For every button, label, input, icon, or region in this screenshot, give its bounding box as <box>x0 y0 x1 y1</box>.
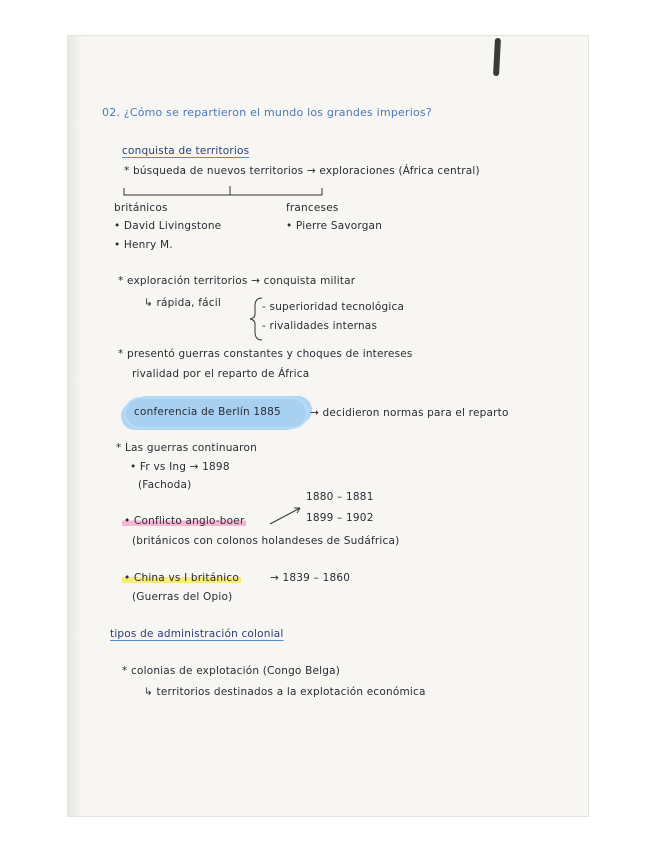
frances-item: • Pierre Savorgan <box>286 220 383 232</box>
exploracion-line: * exploración territorios → conquista militar <box>118 275 356 287</box>
berlin-conference: conferencia de Berlín 1885 <box>134 406 281 418</box>
conflicto-anglo-boer: • Conflicto anglo-boer <box>124 515 245 527</box>
china-dates: → 1839 – 1860 <box>270 572 351 584</box>
berlin-result: → decidieron normas para el reparto <box>310 407 509 419</box>
presento-line: * presentó guerras constantes y choques de intereses <box>118 348 413 360</box>
date-range: 1899 – 1902 <box>306 512 374 524</box>
branch-bracket <box>124 186 322 195</box>
franceses-label: franceses <box>286 202 339 214</box>
guerras-line: * Las guerras continuaron <box>116 442 257 454</box>
britanicos-label: británicos <box>114 202 168 214</box>
fachoda-note: (Fachoda) <box>138 479 192 491</box>
fr-ing-line: • Fr vs Ing → 1898 <box>130 461 230 473</box>
opio-note: (Guerras del Opio) <box>132 591 233 603</box>
conflicto-note: (británicos con colonos holandeses de Sudáfrica) <box>132 535 400 547</box>
curly-brace <box>250 298 262 340</box>
section-title-conquista: conquista de territorios <box>122 145 250 157</box>
territorios-line: ↳ territorios destinados a la explotación económica <box>144 686 426 698</box>
rivalidad-line: rivalidad por el reparto de África <box>132 368 310 380</box>
section-title-tipos: tipos de administración colonial <box>110 628 284 640</box>
colonias-line: * colonias de explotación (Congo Belga) <box>122 665 341 677</box>
date-range: 1880 – 1881 <box>306 491 374 503</box>
britanico-item: • Henry M. <box>114 239 173 251</box>
busqueda-line: * búsqueda de nuevos territorios → exploraciones (África central) <box>124 165 480 177</box>
arrow-conflicto <box>270 508 300 524</box>
rapida-line: ↳ rápida, fácil <box>144 297 221 309</box>
brace-item: - rivalidades internas <box>262 320 378 332</box>
question-heading: 02. ¿Cómo se repartieron el mundo los grandes imperios? <box>102 106 432 119</box>
brace-item: - superioridad tecnológica <box>262 301 405 313</box>
china-line: • China vs I británico <box>124 572 239 584</box>
britanico-item: • David Livingstone <box>114 220 222 232</box>
